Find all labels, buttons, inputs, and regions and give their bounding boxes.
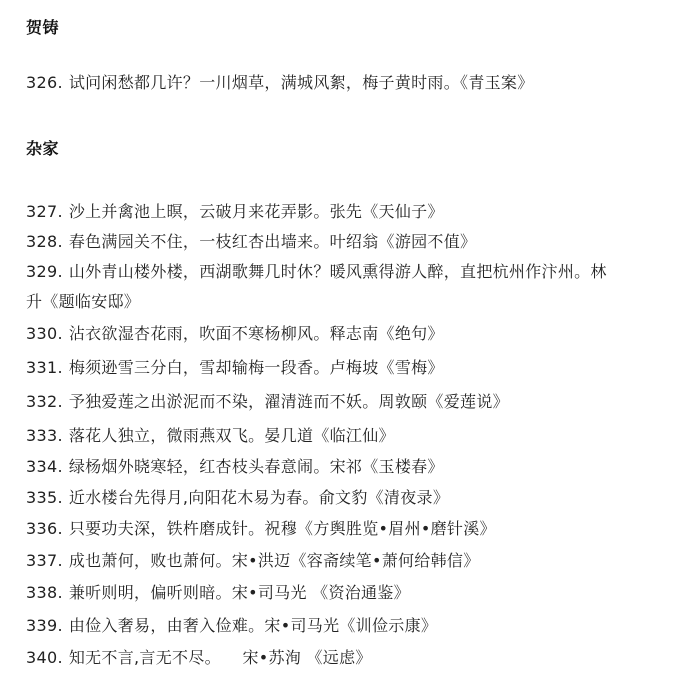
- list-item: [26, 614, 437, 638]
- entry-number: 331.: [26, 358, 63, 377]
- list-item: [26, 455, 444, 479]
- list-item: [26, 517, 496, 541]
- entry-text: 予独爱莲之出淤泥而不染，濯清涟而不妖。周敦颐《爱莲说》: [68, 392, 509, 411]
- list-item: [26, 549, 480, 573]
- entry-number: 332.: [26, 392, 63, 411]
- list-item: [26, 486, 449, 510]
- list-item: [26, 390, 509, 414]
- list-item: [26, 322, 444, 346]
- entry-text: 近水楼台先得月,向阳花木易为春。俞文豹《清夜录》: [68, 488, 450, 507]
- entry-text: 升《题临安邸》: [26, 292, 141, 311]
- list-item: [26, 260, 607, 284]
- list-item: [26, 424, 395, 448]
- entry-number: 330.: [26, 324, 63, 343]
- entry-number: 333.: [26, 426, 63, 445]
- entry-number: 334.: [26, 457, 63, 476]
- list-item: [26, 646, 372, 670]
- entry-number: 339.: [26, 616, 63, 635]
- entry-number: 337.: [26, 551, 63, 570]
- entry-text: 山外青山楼外楼，西湖歌舞几时休？暖风熏得游人醉，直把杭州作汴州。林: [68, 262, 607, 281]
- entry-text: 知无不言,言无不尽。 宋•苏洵 《远虑》: [68, 648, 372, 667]
- list-item: [26, 71, 534, 95]
- entry-text: 沙上并禽池上暝，云破月来花弄影。张先《天仙子》: [68, 202, 444, 221]
- entry-text: 绿杨烟外晓寒轻，红杏枝头春意闹。宋祁《玉楼春》: [68, 457, 444, 476]
- section-heading-za-jia: 杂家: [26, 139, 60, 158]
- entry-number: 335.: [26, 488, 63, 507]
- entry-number: 327.: [26, 202, 63, 221]
- entry-number: 328.: [26, 232, 63, 251]
- entry-number: 326.: [26, 73, 63, 92]
- entry-text: 兼听则明，偏听则暗。宋•司马光 《资治通鉴》: [68, 583, 410, 602]
- entry-number: 340.: [26, 648, 63, 667]
- entry-number: 338.: [26, 583, 63, 602]
- entry-text: 成也萧何，败也萧何。宋•洪迈《容斋续笔•萧何给韩信》: [68, 551, 480, 570]
- entry-text: 春色满园关不住，一枝红杏出墙来。叶绍翁《游园不值》: [68, 232, 477, 251]
- section-heading-he-zhu: 贺铸: [26, 18, 60, 37]
- list-item: [26, 356, 444, 380]
- entry-number: 329.: [26, 262, 63, 281]
- list-item-continuation: [26, 290, 140, 314]
- entry-text: 沾衣欲湿杏花雨，吹面不寒杨柳风。释志南《绝句》: [68, 324, 444, 343]
- list-item: [26, 200, 444, 224]
- entry-text: 试问闲愁都几许？一川烟草，满城风絮，梅子黄时雨。《青玉案》: [68, 73, 534, 92]
- entry-text: 只要功夫深，铁杵磨成针。祝穆《方舆胜览•眉州•磨针溪》: [68, 519, 496, 538]
- entry-text: 由俭入奢易，由奢入俭难。宋•司马光《训俭示康》: [68, 616, 438, 635]
- list-item: [26, 581, 410, 605]
- list-item: [26, 230, 476, 254]
- entry-number: 336.: [26, 519, 63, 538]
- entry-text: 梅须逊雪三分白，雪却输梅一段香。卢梅坡《雪梅》: [68, 358, 444, 377]
- entry-text: 落花人独立，微雨燕双飞。晏几道《临江仙》: [68, 426, 395, 445]
